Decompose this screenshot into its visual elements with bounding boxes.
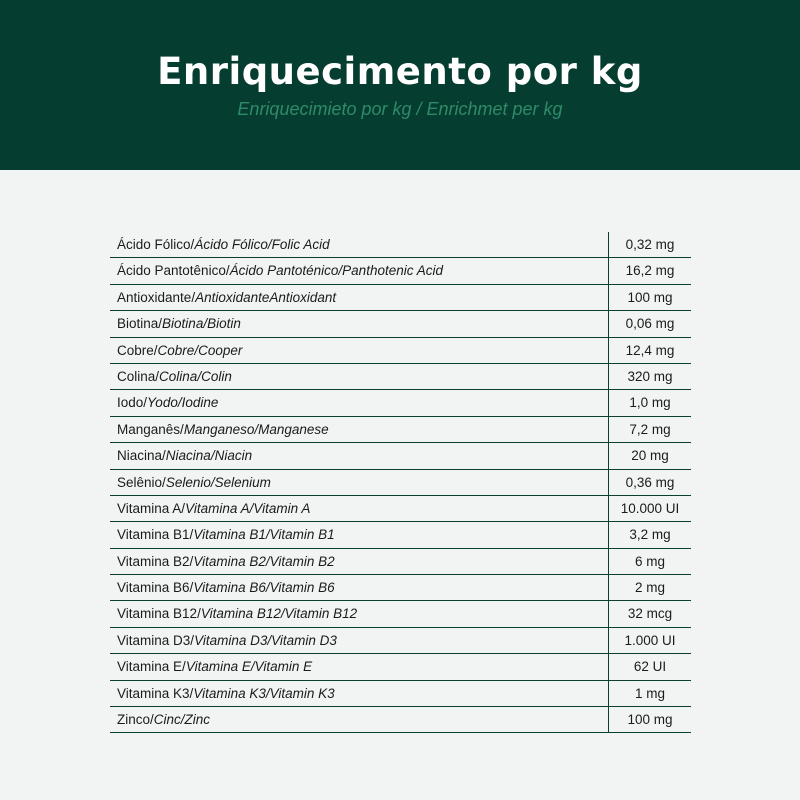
nutrient-name-pt: Manganês (117, 421, 181, 437)
enrichment-table (110, 232, 691, 733)
nutrient-name-separator: / (189, 580, 194, 596)
nutrient-name-pt: Vitamina B1 (117, 527, 190, 543)
nutrient-name-pt: Ácido Fólico (117, 237, 191, 252)
nutrient-name-translations: Selenio/Selenium (165, 474, 271, 490)
nutrient-name (110, 417, 608, 442)
nutrient-name-pt: Cobre (117, 342, 154, 358)
nutrient-name-translations: Vitamina E/Vitamin E (185, 659, 313, 675)
nutrient-name-pt: Vitamina B12 (117, 606, 198, 622)
table-row (110, 232, 691, 258)
nutrient-name-translations: AntioxidanteAntioxidant (195, 289, 337, 305)
nutrient-name-separator: / (181, 500, 186, 516)
nutrient-name-separator: / (180, 421, 184, 437)
table-row (110, 575, 691, 601)
nutrient-name-translations: Niacina/Niacin (165, 448, 253, 464)
nutrient-name-pt: Vitamina A (117, 500, 182, 516)
table-row (110, 681, 691, 707)
nutrient-amount: 10.000 UI (608, 496, 691, 521)
nutrient-name-pt: Selênio (117, 474, 163, 490)
nutrient-name-separator: / (158, 316, 163, 332)
nutrient-name-pt: Colina (117, 368, 156, 384)
nutrient-amount: 320 mg (608, 364, 691, 389)
table-row (110, 654, 691, 680)
nutrient-amount: 1 mg (608, 681, 691, 706)
nutrient-name-pt: Ácido Pantotênico (117, 263, 226, 279)
nutrient-name-translations: Ácido Pantoténico/Panthotenic Acid (229, 263, 443, 279)
nutrient-name (110, 443, 608, 468)
nutrient-name-translations: Manganeso/Manganese (183, 421, 329, 437)
nutrient-name (110, 628, 608, 653)
table-row (110, 364, 691, 390)
nutrient-amount: 3,2 mg (608, 522, 691, 547)
page-title: Enriquecimento por kg (157, 50, 643, 93)
nutrient-name (110, 549, 608, 574)
nutrient-name-translations: Vitamina D3/Vitamin D3 (194, 632, 337, 648)
nutrient-amount: 100 mg (608, 707, 691, 732)
nutrient-name (110, 258, 608, 283)
table-row (110, 285, 691, 311)
nutrient-name (110, 575, 608, 600)
page-subtitle: Enriquecimieto por kg / Enrichmet per kg (237, 99, 563, 119)
nutrient-amount: 0,32 mg (608, 232, 691, 257)
nutrient-name-translations: Vitamina A/Vitamin A (185, 500, 311, 516)
nutrient-name-separator: / (191, 289, 196, 305)
nutrient-name-pt: Zinco (117, 712, 151, 728)
table-row (110, 390, 691, 416)
nutrient-name (110, 496, 608, 521)
nutrient-amount: 62 UI (608, 654, 691, 679)
nutrient-name (110, 707, 608, 732)
nutrient-name (110, 338, 608, 363)
table-row (110, 417, 691, 443)
nutrient-name-separator: / (153, 342, 158, 358)
nutrient-name-pt: Vitamina E (117, 659, 183, 675)
nutrient-name-pt: Iodo (117, 395, 144, 411)
nutrient-name-translations: Vitamina B2/Vitamin B2 (193, 553, 335, 569)
nutrient-name (110, 681, 608, 706)
nutrient-name (110, 285, 608, 310)
nutrient-name-pt: Vitamina B6 (117, 580, 190, 596)
nutrient-name-separator: / (225, 263, 230, 279)
nutrient-amount: 1,0 mg (608, 390, 691, 415)
nutrient-name-translations: Ácido Fólico/Folic Acid (194, 237, 330, 252)
nutrient-amount: 1.000 UI (608, 628, 691, 653)
nutrient-amount: 0,06 mg (608, 311, 691, 336)
nutrient-name-translations: Vitamina B12/Vitamin B12 (200, 606, 358, 622)
nutrient-name-separator: / (190, 237, 195, 252)
nutrient-amount: 12,4 mg (608, 338, 691, 363)
nutrient-name-separator: / (189, 527, 194, 543)
nutrient-name-separator: / (182, 659, 186, 675)
nutrient-amount: 0,36 mg (608, 470, 691, 495)
nutrient-name-pt: Vitamina D3 (117, 632, 191, 648)
nutrient-amount: 2 mg (608, 575, 691, 600)
nutrient-name-pt: Vitamina K3 (117, 685, 190, 701)
nutrient-name-pt: Biotina (117, 316, 159, 332)
nutrient-name (110, 311, 608, 336)
table-row (110, 258, 691, 284)
table-row (110, 522, 691, 548)
nutrient-name-separator: / (155, 368, 160, 384)
nutrient-amount: 7,2 mg (608, 417, 691, 442)
nutrient-name-translations: Colina/Colin (159, 368, 232, 384)
nutrient-name (110, 364, 608, 389)
table-row (110, 549, 691, 575)
table-row (110, 311, 691, 337)
nutrient-name-separator: / (150, 712, 154, 728)
nutrient-name-translations: Vitamina B6/Vitamin B6 (193, 580, 335, 596)
nutrient-name-translations: Vitamina B1/Vitamin B1 (193, 527, 335, 543)
table-row (110, 628, 691, 654)
nutrient-name (110, 654, 608, 679)
nutrient-name (110, 522, 608, 547)
nutrient-name-separator: / (143, 395, 148, 411)
header-banner (0, 0, 800, 170)
nutrient-amount: 32 mcg (608, 601, 691, 626)
nutrient-amount: 6 mg (608, 549, 691, 574)
table-row (110, 496, 691, 522)
table-row (110, 338, 691, 364)
nutrient-name-separator: / (162, 448, 166, 464)
nutrient-name-pt: Vitamina B2 (117, 553, 190, 569)
nutrient-name-separator: / (190, 632, 195, 648)
nutrient-name (110, 601, 608, 626)
nutrient-name (110, 390, 608, 415)
table-row (110, 601, 691, 627)
table-row (110, 470, 691, 496)
nutrient-name-translations: Yodo/Iodine (147, 395, 219, 411)
nutrient-amount: 16,2 mg (608, 258, 691, 283)
nutrient-name-separator: / (189, 685, 194, 701)
nutrient-amount: 20 mg (608, 443, 691, 468)
nutrient-name-separator: / (197, 606, 201, 622)
nutrient-name (110, 470, 608, 495)
nutrient-name-pt: Antioxidante (117, 289, 192, 305)
nutrient-name-translations: Biotina/Biotin (162, 316, 241, 332)
nutrient-name-separator: / (189, 553, 194, 569)
nutrient-name-translations: Vitamina K3/Vitamin K3 (193, 685, 335, 701)
nutrient-name-translations: Cinc/Zinc (153, 712, 211, 728)
nutrient-amount: 100 mg (608, 285, 691, 310)
table-row (110, 707, 691, 733)
nutrient-name-pt: Niacina (117, 448, 163, 464)
nutrient-name-translations: Cobre/Cooper (157, 342, 243, 358)
nutrient-name-separator: / (162, 474, 166, 490)
nutrient-name (110, 232, 608, 257)
table-row (110, 443, 691, 469)
